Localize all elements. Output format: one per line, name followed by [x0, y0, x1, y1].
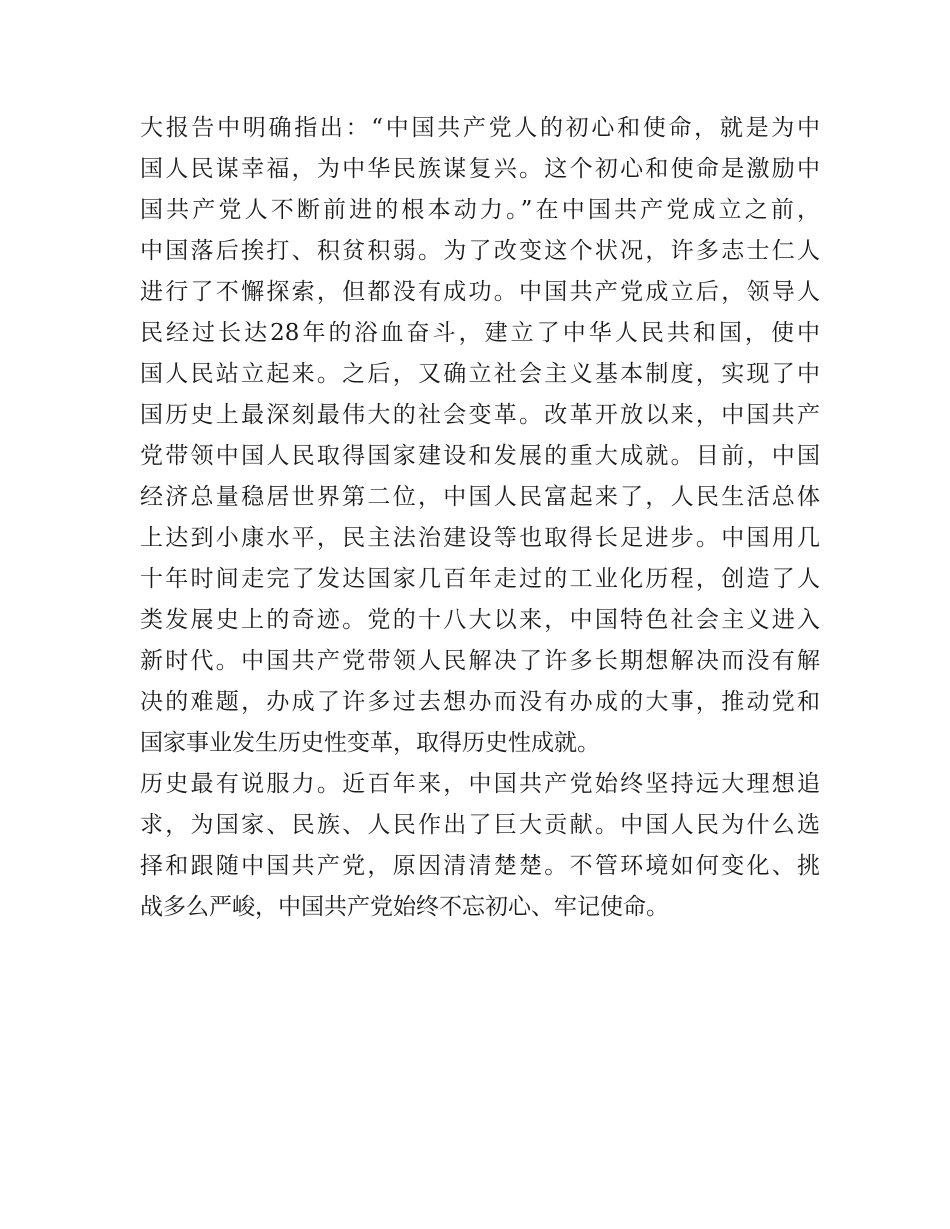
- text-line: 民经过长达28年的浴血奋斗，建立了中华人民共和国，使中: [140, 320, 820, 346]
- text-line: 经济总量稳居世界第二位，中国人民富起来了，人民生活总体: [140, 484, 820, 510]
- text-line: 国共产党人不断前进的根本动力。”在中国共产党成立之前，: [140, 197, 820, 223]
- text-line: 历史最有说服力。近百年来，中国共产党始终坚持远大理想追: [140, 771, 820, 797]
- text-line: 中国落后挨打、积贫积弱。为了改变这个状况，许多志士仁人: [140, 238, 820, 264]
- text-line: 决的难题，办成了许多过去想办而没有办成的大事，推动党和: [140, 689, 820, 715]
- text-line: 国人民谋幸福，为中华民族谋复兴。这个初心和使命是激励中: [140, 156, 820, 182]
- text-line: 国人民站立起来。之后，又确立社会主义基本制度，实现了中: [140, 361, 820, 387]
- text-line: 十年时间走完了发达国家几百年走过的工业化历程，创造了人: [140, 566, 820, 592]
- text-line: 类发展史上的奇迹。党的十八大以来，中国特色社会主义进入: [140, 607, 820, 633]
- text-line: 求，为国家、民族、人民作出了巨大贡献。中国人民为什么选: [140, 812, 820, 838]
- text-line: 新时代。中国共产党带领人民解决了许多长期想解决而没有解: [140, 648, 820, 674]
- body-text: [140, 108, 820, 928]
- text-line: 国家事业发生历史性变革，取得历史性成就。: [140, 730, 600, 756]
- text-line: 战多么严峻，中国共产党始终不忘初心、牢记使命。: [140, 894, 669, 920]
- text-line: 进行了不懈探索，但都没有成功。中国共产党成立后，领导人: [140, 279, 820, 305]
- text-line: 上达到小康水平，民主法治建设等也取得长足进步。中国用几: [140, 525, 820, 551]
- text-line: 党带领中国人民取得国家建设和发展的重大成就。目前，中国: [140, 443, 820, 469]
- paragraph-1: [140, 108, 820, 764]
- text-line: 大报告中明确指出：“中国共产党人的初心和使命，就是为中: [140, 115, 820, 141]
- text-line: 国历史上最深刻最伟大的社会变革。改革开放以来，中国共产: [140, 402, 820, 428]
- text-line: 择和跟随中国共产党，原因清清楚楚。不管环境如何变化、挑: [140, 853, 820, 879]
- paragraph-2: [140, 764, 820, 928]
